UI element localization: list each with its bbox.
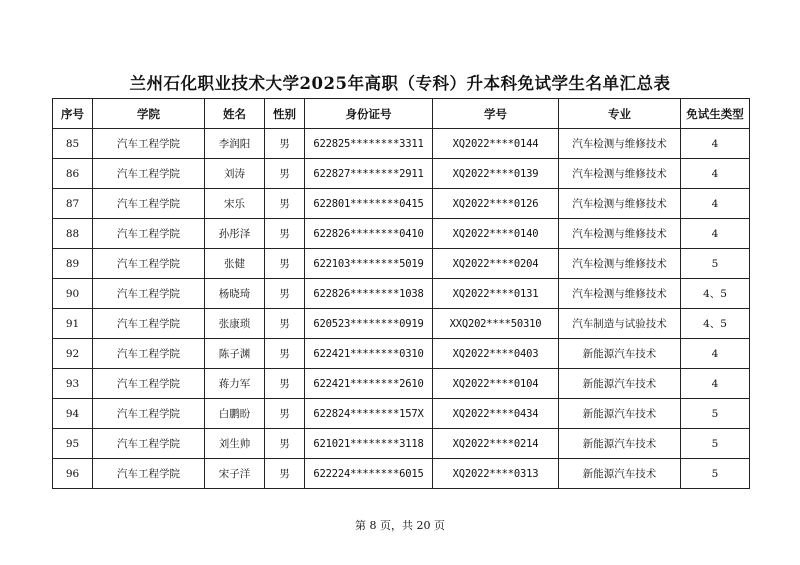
cell-exempt-type: 4	[681, 219, 750, 249]
table-row	[53, 369, 750, 399]
table-row	[53, 159, 750, 189]
header-col-major: 专业	[559, 99, 681, 129]
header-col-gender: 性别	[265, 99, 305, 129]
table-row	[53, 339, 750, 369]
header-col-exempt-type: 免试生类型	[681, 99, 750, 129]
table-row	[53, 309, 750, 339]
cell-id-number: 622826********0410	[305, 219, 433, 249]
cell-student-id: XQ2022****0131	[433, 279, 559, 309]
cell-major: 汽车检测与维修技术	[559, 279, 681, 309]
cell-index: 94	[53, 399, 93, 429]
cell-exempt-type: 5	[681, 249, 750, 279]
cell-id-number: 622825********3311	[305, 129, 433, 159]
cell-exempt-type: 5	[681, 429, 750, 459]
cell-major: 新能源汽车技术	[559, 399, 681, 429]
header-col-index: 序号	[53, 99, 93, 129]
cell-exempt-type: 4	[681, 339, 750, 369]
cell-gender: 男	[265, 339, 305, 369]
cell-gender: 男	[265, 399, 305, 429]
cell-name: 刘生帅	[205, 429, 265, 459]
table-row	[53, 189, 750, 219]
cell-major: 汽车检测与维修技术	[559, 249, 681, 279]
cell-gender: 男	[265, 129, 305, 159]
cell-name: 宋乐	[205, 189, 265, 219]
cell-exempt-type: 5	[681, 399, 750, 429]
cell-index: 96	[53, 459, 93, 489]
cell-major: 新能源汽车技术	[559, 459, 681, 489]
cell-name: 刘涛	[205, 159, 265, 189]
cell-index: 86	[53, 159, 93, 189]
header-col-student-id: 学号	[433, 99, 559, 129]
cell-exempt-type: 4	[681, 159, 750, 189]
student-list-table	[52, 98, 750, 489]
cell-index: 93	[53, 369, 93, 399]
cell-student-id: XQ2022****0403	[433, 339, 559, 369]
cell-name: 宋子洋	[205, 459, 265, 489]
cell-index: 91	[53, 309, 93, 339]
cell-major: 汽车检测与维修技术	[559, 159, 681, 189]
cell-student-id: XQ2022****0313	[433, 459, 559, 489]
cell-index: 85	[53, 129, 93, 159]
cell-name: 杨晓琦	[205, 279, 265, 309]
cell-student-id: XQ2022****0214	[433, 429, 559, 459]
table-row	[53, 399, 750, 429]
cell-major: 汽车检测与维修技术	[559, 189, 681, 219]
cell-student-id: XQ2022****0126	[433, 189, 559, 219]
cell-gender: 男	[265, 429, 305, 459]
cell-college: 汽车工程学院	[93, 189, 205, 219]
document-title: 兰州石化职业技术大学2025年高职（专科）升本科免试学生名单汇总表	[129, 74, 671, 93]
cell-gender: 男	[265, 279, 305, 309]
cell-id-number: 622826********1038	[305, 279, 433, 309]
header-col-name: 姓名	[205, 99, 265, 129]
cell-name: 白鹏盼	[205, 399, 265, 429]
cell-student-id: XQ2022****0434	[433, 399, 559, 429]
header-col-college: 学院	[93, 99, 205, 129]
cell-exempt-type: 4	[681, 369, 750, 399]
cell-name: 蒋力军	[205, 369, 265, 399]
cell-gender: 男	[265, 459, 305, 489]
cell-exempt-type: 4	[681, 189, 750, 219]
header-col-id-number: 身份证号	[305, 99, 433, 129]
cell-index: 89	[53, 249, 93, 279]
cell-college: 汽车工程学院	[93, 339, 205, 369]
cell-college: 汽车工程学院	[93, 369, 205, 399]
cell-gender: 男	[265, 219, 305, 249]
cell-college: 汽车工程学院	[93, 279, 205, 309]
table-header-row	[53, 99, 750, 129]
table-row	[53, 249, 750, 279]
cell-id-number: 622103********5019	[305, 249, 433, 279]
cell-college: 汽车工程学院	[93, 399, 205, 429]
cell-gender: 男	[265, 369, 305, 399]
cell-student-id: XQ2022****0139	[433, 159, 559, 189]
cell-major: 新能源汽车技术	[559, 369, 681, 399]
cell-name: 孙彤泽	[205, 219, 265, 249]
cell-exempt-type: 4	[681, 129, 750, 159]
cell-student-id: XQ2022****0144	[433, 129, 559, 159]
table-row	[53, 459, 750, 489]
table-row	[53, 279, 750, 309]
cell-major: 新能源汽车技术	[559, 429, 681, 459]
table-row	[53, 429, 750, 459]
cell-gender: 男	[265, 309, 305, 339]
cell-college: 汽车工程学院	[93, 309, 205, 339]
cell-gender: 男	[265, 159, 305, 189]
cell-college: 汽车工程学院	[93, 459, 205, 489]
cell-college: 汽车工程学院	[93, 429, 205, 459]
cell-major: 汽车检测与维修技术	[559, 129, 681, 159]
cell-student-id: XQ2022****0104	[433, 369, 559, 399]
cell-id-number: 622224********6015	[305, 459, 433, 489]
table-row	[53, 219, 750, 249]
cell-name: 张康琐	[205, 309, 265, 339]
cell-major: 汽车检测与维修技术	[559, 219, 681, 249]
cell-exempt-type: 4、5	[681, 279, 750, 309]
table-body	[53, 129, 750, 489]
cell-id-number: 622801********0415	[305, 189, 433, 219]
cell-name: 李润阳	[205, 129, 265, 159]
cell-college: 汽车工程学院	[93, 249, 205, 279]
cell-name: 张健	[205, 249, 265, 279]
cell-name: 陈子渊	[205, 339, 265, 369]
cell-index: 87	[53, 189, 93, 219]
cell-index: 95	[53, 429, 93, 459]
cell-id-number: 621021********3118	[305, 429, 433, 459]
cell-index: 90	[53, 279, 93, 309]
cell-gender: 男	[265, 249, 305, 279]
cell-student-id: XQ2022****0140	[433, 219, 559, 249]
cell-college: 汽车工程学院	[93, 219, 205, 249]
cell-id-number: 622827********2911	[305, 159, 433, 189]
cell-student-id: XXQ202****50310	[433, 309, 559, 339]
cell-index: 88	[53, 219, 93, 249]
cell-index: 92	[53, 339, 93, 369]
table-row	[53, 129, 750, 159]
cell-id-number: 622421********0310	[305, 339, 433, 369]
cell-exempt-type: 5	[681, 459, 750, 489]
cell-exempt-type: 4、5	[681, 309, 750, 339]
cell-gender: 男	[265, 189, 305, 219]
cell-college: 汽车工程学院	[93, 129, 205, 159]
cell-id-number: 620523********0919	[305, 309, 433, 339]
cell-id-number: 622824********157X	[305, 399, 433, 429]
page-footer: 第 8 页，共 20 页	[355, 519, 445, 532]
cell-id-number: 622421********2610	[305, 369, 433, 399]
cell-major: 新能源汽车技术	[559, 339, 681, 369]
cell-major: 汽车制造与试验技术	[559, 309, 681, 339]
cell-student-id: XQ2022****0204	[433, 249, 559, 279]
cell-college: 汽车工程学院	[93, 159, 205, 189]
